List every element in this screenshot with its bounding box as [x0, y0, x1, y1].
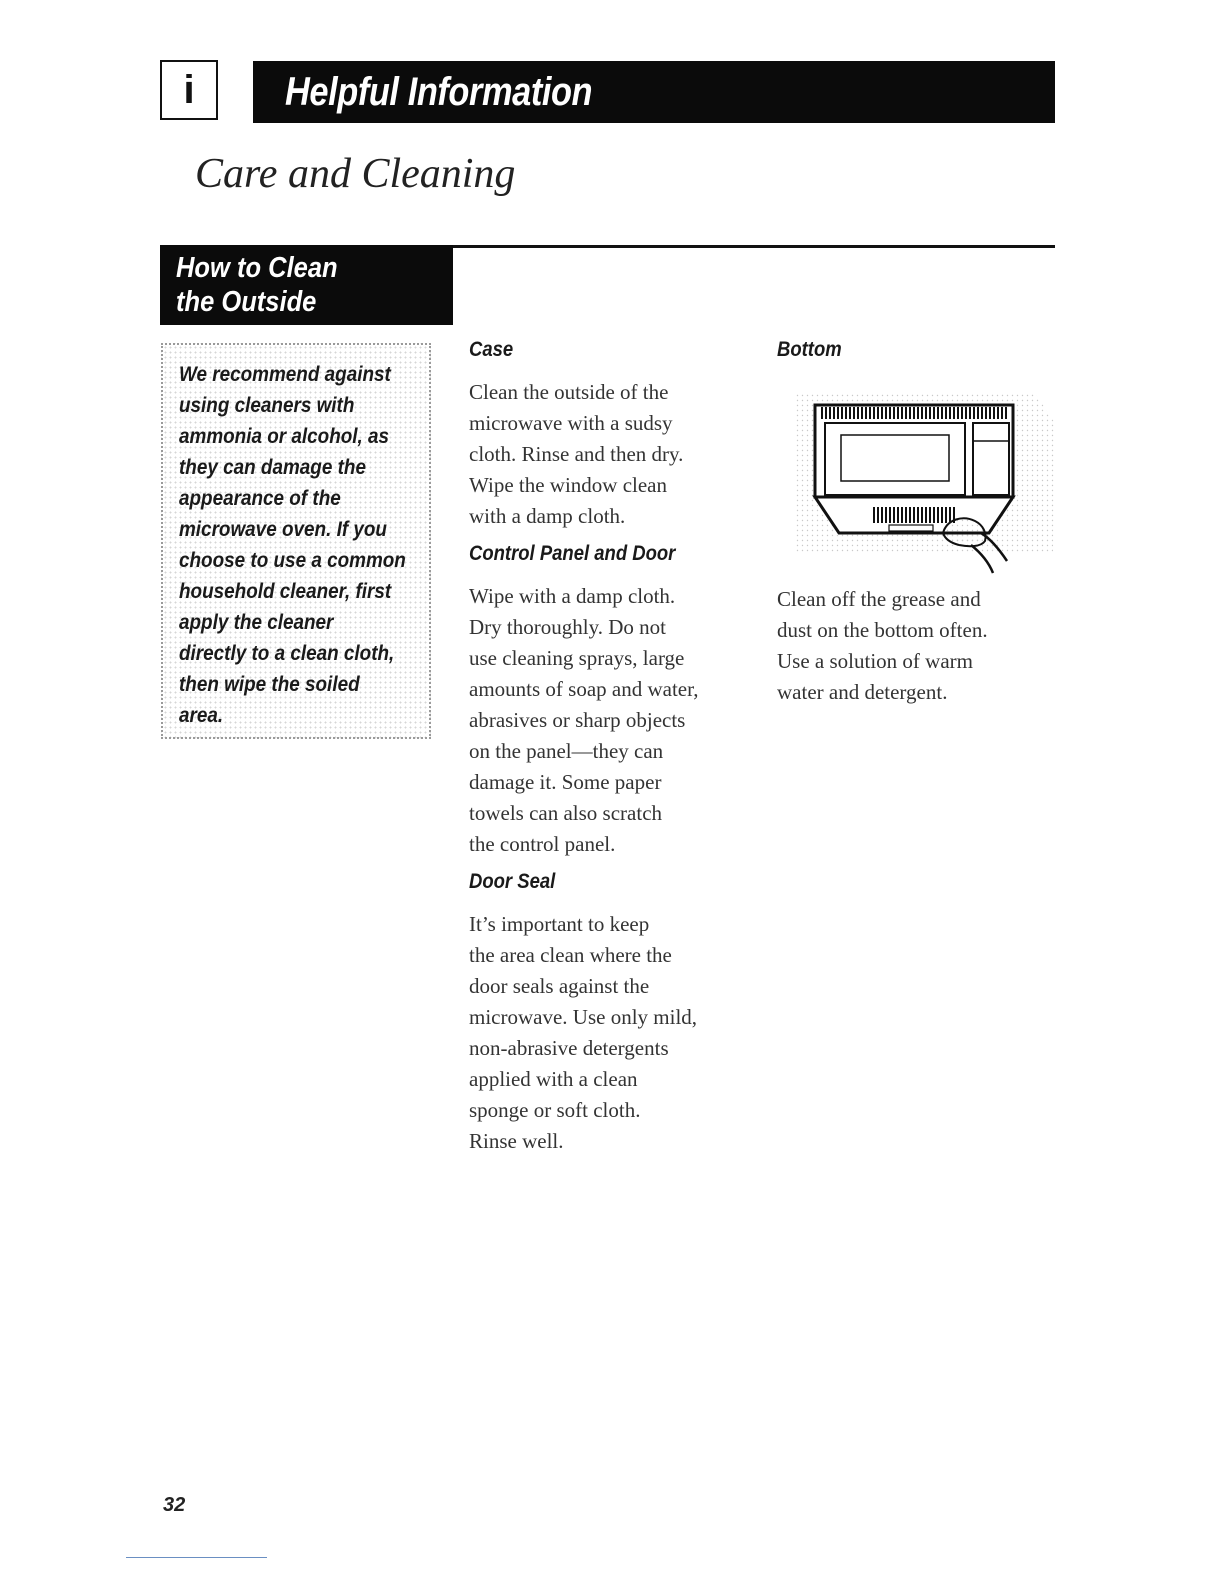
right-column: [777, 336, 1067, 364]
microwave-bottom-cleaning-illustration-icon: [785, 383, 1057, 575]
door-seal-heading: Door Seal: [469, 870, 556, 893]
section-heading-block: [160, 245, 453, 325]
note-line: using cleaners with: [179, 394, 355, 417]
case-heading: Case: [469, 338, 514, 361]
text-line: Wipe the window clean: [469, 473, 668, 497]
note-line: microwave oven. If you: [179, 518, 387, 541]
text-line: microwave with a sudsy: [469, 411, 673, 435]
text-line: dust on the bottom often.: [777, 618, 988, 642]
section-divider: [452, 245, 1055, 248]
text-line: Use a solution of warm: [777, 649, 973, 673]
text-line: Dry thoroughly. Do not: [469, 615, 666, 639]
info-icon-letter: i: [183, 67, 195, 112]
text-line: Wipe with a damp cloth.: [469, 584, 676, 608]
text-line: door seals against the: [469, 974, 650, 998]
note-line: ammonia or alcohol, as: [179, 425, 390, 448]
text-line: on the panel—they can: [469, 739, 664, 763]
text-line: towels can also scratch: [469, 801, 663, 825]
text-line: sponge or soft cloth.: [469, 1098, 641, 1122]
note-line: We recommend against: [179, 363, 391, 386]
text-line: the area clean where the: [469, 943, 672, 967]
text-line: water and detergent.: [777, 680, 948, 704]
text-line: applied with a clean: [469, 1067, 638, 1091]
note-line: household cleaner, first: [179, 580, 392, 603]
cleaner-warning-note: [161, 343, 431, 739]
note-line: choose to use a common: [179, 549, 406, 572]
control-panel-text: [469, 581, 759, 860]
header-bar: [253, 61, 1055, 123]
page-title: Helpful Information: [285, 69, 593, 114]
door-seal-text: [469, 909, 759, 1157]
text-line: use cleaning sprays, large: [469, 646, 685, 670]
text-line: amounts of soap and water,: [469, 677, 699, 701]
bottom-text: [777, 584, 1067, 708]
text-line: the control panel.: [469, 832, 616, 856]
text-line: with a damp cloth.: [469, 504, 626, 528]
section-title-line2: the Outside: [176, 286, 317, 318]
note-line: area.: [179, 704, 224, 727]
middle-column: [469, 336, 759, 1157]
text-line: Clean off the grease and: [777, 587, 981, 611]
page-subtitle: Care and Cleaning: [195, 151, 516, 197]
note-line: directly to a clean cloth,: [179, 642, 395, 665]
text-line: Clean the outside of the: [469, 380, 669, 404]
text-line: cloth. Rinse and then dry.: [469, 442, 684, 466]
section-title-line1: How to Clean: [176, 252, 338, 284]
note-line: they can damage the: [179, 456, 366, 479]
case-text: [469, 377, 759, 532]
note-text: [179, 359, 427, 731]
page-number: 32: [163, 1494, 186, 1516]
control-panel-heading: Control Panel and Door: [469, 542, 676, 565]
text-line: Rinse well.: [469, 1129, 564, 1153]
bottom-heading: Bottom: [777, 338, 842, 361]
info-icon: [160, 60, 218, 120]
footer-rule: [126, 1557, 267, 1558]
note-line: appearance of the: [179, 487, 341, 510]
text-line: microwave. Use only mild,: [469, 1005, 698, 1029]
text-line: It’s important to keep: [469, 912, 650, 936]
note-line: apply the cleaner: [179, 611, 334, 634]
note-line: then wipe the soiled: [179, 673, 360, 696]
text-line: non-abrasive detergents: [469, 1036, 669, 1060]
text-line: abrasives or sharp objects: [469, 708, 686, 732]
text-line: damage it. Some paper: [469, 770, 662, 794]
